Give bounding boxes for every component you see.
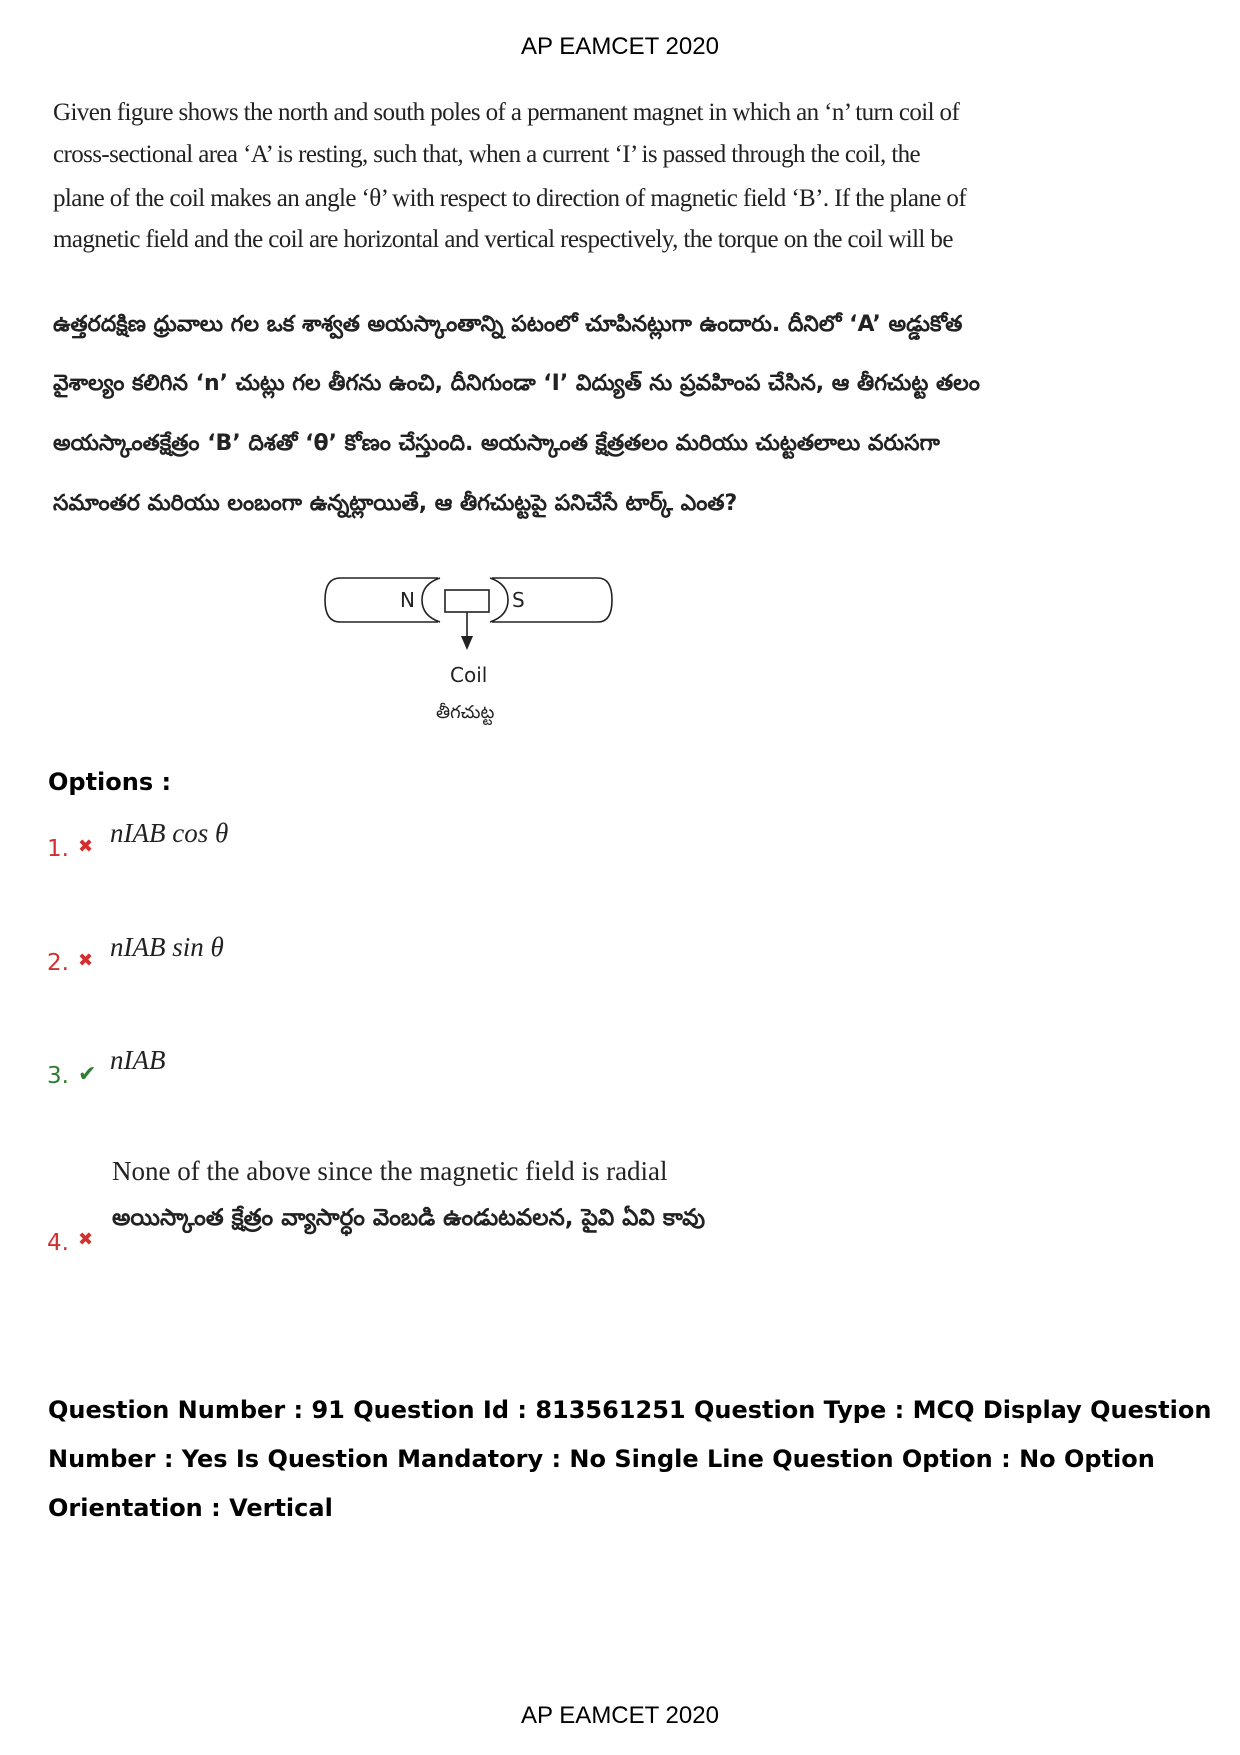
cross-icon: ✖ [78, 1229, 94, 1250]
question-english-line: magnetic field and the coil are horizontal and vertical respectively, the torque on the coil will be [53, 226, 953, 253]
magnet-coil-figure [320, 570, 620, 660]
cross-icon: ✖ [78, 836, 94, 857]
option-text-telugu: అయిస్కాంత క్షేత్రం వ్యాసార్ధం వెంబడి ఉండుటవలన, పైవి ఏవి కావు [112, 1205, 706, 1231]
option-number: 2. [47, 950, 69, 976]
question-english-line: plane of the coil makes an angle ‘θ’ with respect to direction of magnetic field ‘B’. If the plane of [53, 185, 967, 212]
option-text: nIAB [110, 1045, 166, 1075]
north-pole-magnet [325, 578, 440, 622]
coil-label: Coil [450, 663, 488, 687]
question-meta-line: Question Number : 91 Question Id : 813561251 Question Type : MCQ Display Question [48, 1396, 1212, 1424]
cross-icon: ✖ [78, 950, 94, 971]
option-number: 3. [47, 1063, 69, 1089]
coil-rect [445, 590, 489, 612]
question-telugu-line: ఉత్తరదక్షిణ ధ్రువాలు గల ఒక శాశ్వత అయస్కాంతాన్ని పటంలో చూపినట్లుగా ఉందారు. దీనిలో ‘A’ అడ్డుకోత [53, 312, 963, 337]
question-telugu-line: వైశాల్యం కలిగిన ‘n’ చుట్లు గల తీగను ఉంచి, దీనిగుండా ‘I’ విద్యుత్ ను ప్రవహింప చేసిన, ఆ తీగచుట్ట తలం [53, 371, 980, 396]
coil-label-telugu: తీగచుట్ట [436, 702, 495, 723]
question-english-line: Given figure shows the north and south poles of a permanent magnet in which an ‘n’ turn coil of [53, 99, 960, 126]
option-text: nIAB sin θ [110, 932, 224, 962]
page-header: AP EAMCET 2020 [521, 33, 719, 60]
option-number: 1. [47, 836, 69, 862]
option-number: 4. [47, 1230, 69, 1256]
south-label: S [512, 588, 525, 612]
arrow-head-icon [461, 636, 473, 650]
option-text: nIAB cos θ [110, 818, 229, 848]
question-english-line: cross-sectional area ‘A’ is resting, such that, when a current ‘I’ is passed through the coil, the [53, 141, 921, 168]
question-meta-line: Number : Yes Is Question Mandatory : No Single Line Question Option : No Option [48, 1445, 1155, 1473]
check-icon: ✔ [78, 1062, 97, 1087]
page-footer: AP EAMCET 2020 [521, 1702, 719, 1729]
question-meta-line: Orientation : Vertical [48, 1494, 333, 1522]
option-text: None of the above since the magnetic field is radial [112, 1156, 668, 1186]
question-telugu-line: సమాంతర మరియు లంబంగా ఉన్నట్లాయితే, ఆ తీగచుట్టపై పనిచేసే టార్క్ ఎంత? [53, 491, 738, 516]
question-telugu-line: అయస్కాంతక్షేత్రం ‘B’ దిశతో ‘θ’ కోణం చేస్తుంది. అయస్కాంత క్షేత్రతలం మరియు చుట్టతలాలు వరుసగా [53, 431, 940, 456]
north-label: N [400, 588, 415, 612]
options-heading: Options : [48, 768, 172, 796]
south-pole-magnet [490, 578, 612, 622]
